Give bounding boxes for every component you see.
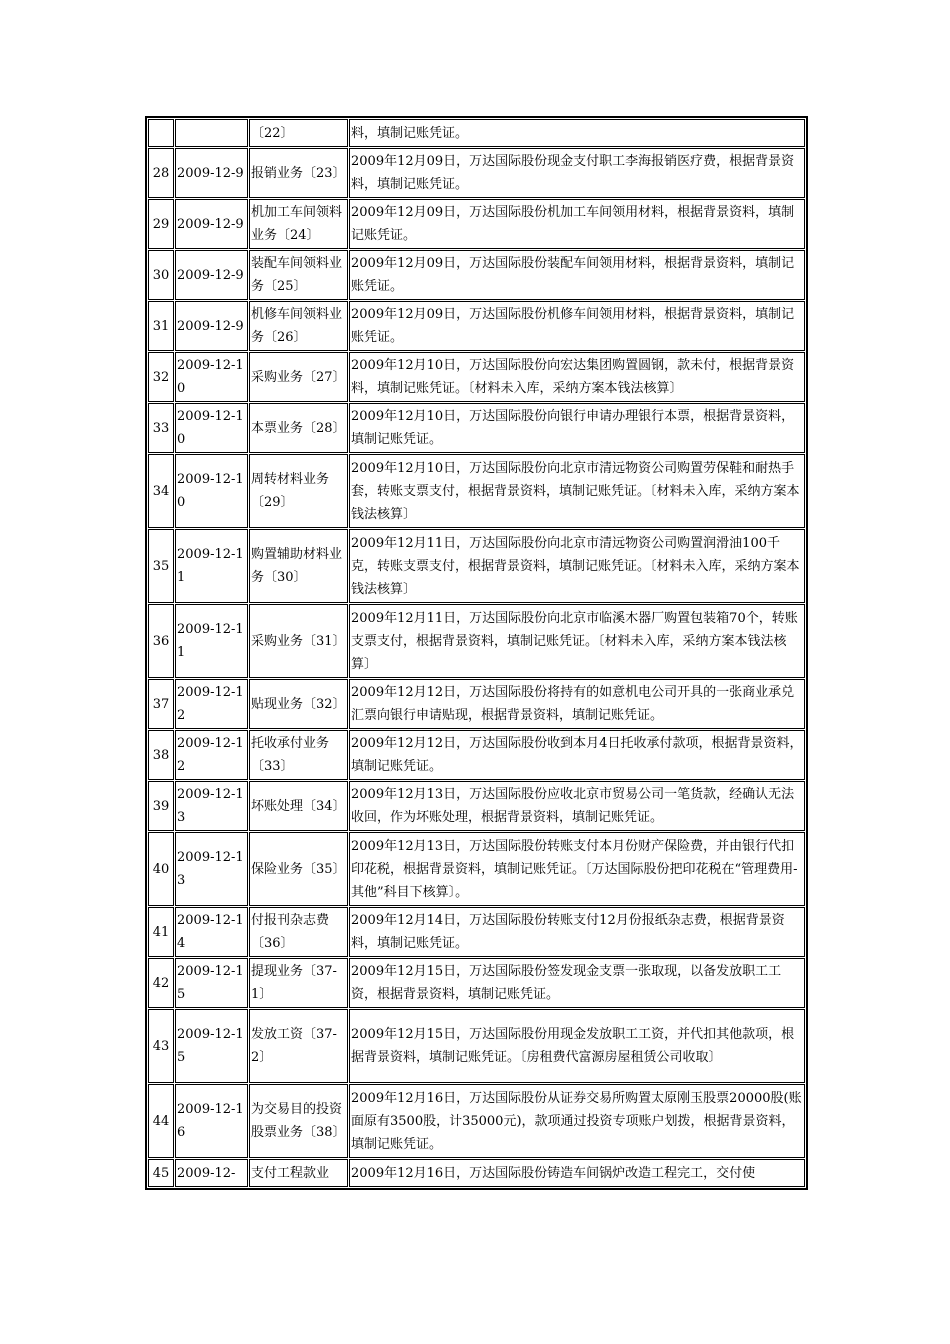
- table-row: [148, 1009, 805, 1083]
- row-number: 29: [148, 199, 174, 249]
- row-number: 43: [148, 1009, 174, 1083]
- row-date: 2009-12-9: [175, 199, 248, 249]
- row-date: 2009-12-11: [175, 529, 248, 603]
- row-description: 2009年12月16日，万达国际股份铸造车间锅炉改造工程完工，交付使: [349, 1159, 805, 1187]
- row-description: 2009年12月16日，万达国际股份从证券交易所购置太原刚玉股票20000股(账面原有3500股，计35000元)，款项通过投资专项账户划拨，根据背景资料，填制记账凭证。: [349, 1084, 805, 1158]
- row-number: 41: [148, 907, 174, 957]
- row-date: 2009-12-9: [175, 148, 248, 198]
- table-row: [148, 352, 805, 402]
- table-row: [148, 1159, 805, 1187]
- row-date: 2009-12-10: [175, 403, 248, 453]
- row-description: 2009年12月14日，万达国际股份转账支付12月份报纸杂志费，根据背景资料，填制记账凭证。: [349, 907, 805, 957]
- table-row: [148, 199, 805, 249]
- row-description: 2009年12月09日，万达国际股份现金支付职工李海报销医疗费，根据背景资料，填制记账凭证。: [349, 148, 805, 198]
- row-business-item: 采购业务〔27〕: [249, 352, 348, 402]
- row-business-item: 机修车间领料业务〔26〕: [249, 301, 348, 351]
- row-business-item: 发放工资〔37-2〕: [249, 1009, 348, 1083]
- table-row: [148, 250, 805, 300]
- row-date: 2009-12-13: [175, 832, 248, 906]
- row-description: 2009年12月15日，万达国际股份用现金发放职工工资，并代扣其他款项，根据背景资料，填制记账凭证。〔房租费代富源房屋租赁公司收取〕: [349, 1009, 805, 1083]
- row-number: 33: [148, 403, 174, 453]
- row-description: 2009年12月10日，万达国际股份向银行申请办理银行本票，根据背景资料，填制记账凭证。: [349, 403, 805, 453]
- row-description: 2009年12月09日，万达国际股份装配车间领用材料，根据背景资料，填制记账凭证。: [349, 250, 805, 300]
- row-date: 2009-12-15: [175, 1009, 248, 1083]
- row-description: 料，填制记账凭证。: [349, 119, 805, 147]
- table-row: [148, 454, 805, 528]
- table-row: [148, 730, 805, 780]
- row-date: 2009-12-10: [175, 352, 248, 402]
- row-description: 2009年12月13日，万达国际股份转账支付本月份财产保险费，并由银行代扣印花税，根据背景资料，填制记账凭证。〔万达国际股份把印花税在“管理费用-其他”科目下核算〕。: [349, 832, 805, 906]
- row-date: 2009-12-13: [175, 781, 248, 831]
- row-business-item: 〔22〕: [249, 119, 348, 147]
- row-business-item: 支付工程款业: [249, 1159, 348, 1187]
- row-business-item: 采购业务〔31〕: [249, 604, 348, 678]
- table-row: [148, 529, 805, 603]
- row-description: 2009年12月12日，万达国际股份将持有的如意机电公司开具的一张商业承兑汇票向银行申请贴现，根据背景资料，填制记账凭证。: [349, 679, 805, 729]
- row-business-item: 本票业务〔28〕: [249, 403, 348, 453]
- row-description: 2009年12月10日，万达国际股份向北京市清远物资公司购置劳保鞋和耐热手套，转账支票支付，根据背景资料，填制记账凭证。〔材料未入库，采纳方案本钱法核算〕: [349, 454, 805, 528]
- row-business-item: 贴现业务〔32〕: [249, 679, 348, 729]
- row-business-item: 机加工车间领料业务〔24〕: [249, 199, 348, 249]
- row-number: 35: [148, 529, 174, 603]
- table-row: [148, 119, 805, 147]
- row-date: 2009-12-9: [175, 301, 248, 351]
- row-business-item: 报销业务〔23〕: [249, 148, 348, 198]
- row-description: 2009年12月15日，万达国际股份签发现金支票一张取现，以备发放职工工资，根据背景资料，填制记账凭证。: [349, 958, 805, 1008]
- row-business-item: 托收承付业务〔33〕: [249, 730, 348, 780]
- row-date: 2009-12-10: [175, 454, 248, 528]
- row-number: 31: [148, 301, 174, 351]
- row-number: 32: [148, 352, 174, 402]
- row-number: 30: [148, 250, 174, 300]
- row-description: 2009年12月12日，万达国际股份收到本月4日托收承付款项，根据背景资料，填制记账凭证。: [349, 730, 805, 780]
- row-date: [175, 119, 248, 147]
- business-ledger-table: [145, 116, 808, 1190]
- row-description: 2009年12月11日，万达国际股份向北京市临溪木器厂购置包装箱70个，转账支票支付，根据背景资料，填制记账凭证。〔材料未入库，采纳方案本钱法核算〕: [349, 604, 805, 678]
- row-number: 38: [148, 730, 174, 780]
- row-date: 2009-12-14: [175, 907, 248, 957]
- row-description: 2009年12月09日，万达国际股份机加工车间领用材料，根据背景资料，填制记账凭证。: [349, 199, 805, 249]
- row-description: 2009年12月11日，万达国际股份向北京市清远物资公司购置润滑油100千克，转账支票支付，根据背景资料，填制记账凭证。〔材料未入库，采纳方案本钱法核算〕: [349, 529, 805, 603]
- row-number: 40: [148, 832, 174, 906]
- row-business-item: 坏账处理〔34〕: [249, 781, 348, 831]
- row-number: 36: [148, 604, 174, 678]
- row-date: 2009-12-9: [175, 250, 248, 300]
- ledger-body: [148, 119, 805, 1187]
- row-number: 42: [148, 958, 174, 1008]
- row-description: 2009年12月09日，万达国际股份机修车间领用材料，根据背景资料，填制记账凭证。: [349, 301, 805, 351]
- table-row: [148, 604, 805, 678]
- row-date: 2009-12-12: [175, 679, 248, 729]
- table-row: [148, 958, 805, 1008]
- row-date: 2009-12-: [175, 1159, 248, 1187]
- row-description: 2009年12月10日，万达国际股份向宏达集团购置圆钢，款未付，根据背景资料，填制记账凭证。〔材料未入库，采纳方案本钱法核算〕: [349, 352, 805, 402]
- row-business-item: 装配车间领料业务〔25〕: [249, 250, 348, 300]
- table-row: [148, 907, 805, 957]
- row-business-item: 提现业务〔37-1〕: [249, 958, 348, 1008]
- row-business-item: 周转材料业务〔29〕: [249, 454, 348, 528]
- row-number: 45: [148, 1159, 174, 1187]
- table-row: [148, 781, 805, 831]
- row-number: 28: [148, 148, 174, 198]
- row-number: 44: [148, 1084, 174, 1158]
- row-number: 39: [148, 781, 174, 831]
- row-number: 37: [148, 679, 174, 729]
- table-row: [148, 403, 805, 453]
- row-number: 34: [148, 454, 174, 528]
- row-date: 2009-12-15: [175, 958, 248, 1008]
- row-business-item: 为交易目的投资股票业务〔38〕: [249, 1084, 348, 1158]
- row-date: 2009-12-11: [175, 604, 248, 678]
- table-row: [148, 148, 805, 198]
- table-row: [148, 832, 805, 906]
- table-row: [148, 1084, 805, 1158]
- row-business-item: 付报刊杂志费〔36〕: [249, 907, 348, 957]
- row-number: [148, 119, 174, 147]
- table-row: [148, 679, 805, 729]
- row-date: 2009-12-16: [175, 1084, 248, 1158]
- row-business-item: 购置辅助材料业务〔30〕: [249, 529, 348, 603]
- row-business-item: 保险业务〔35〕: [249, 832, 348, 906]
- row-date: 2009-12-12: [175, 730, 248, 780]
- table-row: [148, 301, 805, 351]
- row-description: 2009年12月13日，万达国际股份应收北京市贸易公司一笔货款，经确认无法收回，作为坏账处理，根据背景资料，填制记账凭证。: [349, 781, 805, 831]
